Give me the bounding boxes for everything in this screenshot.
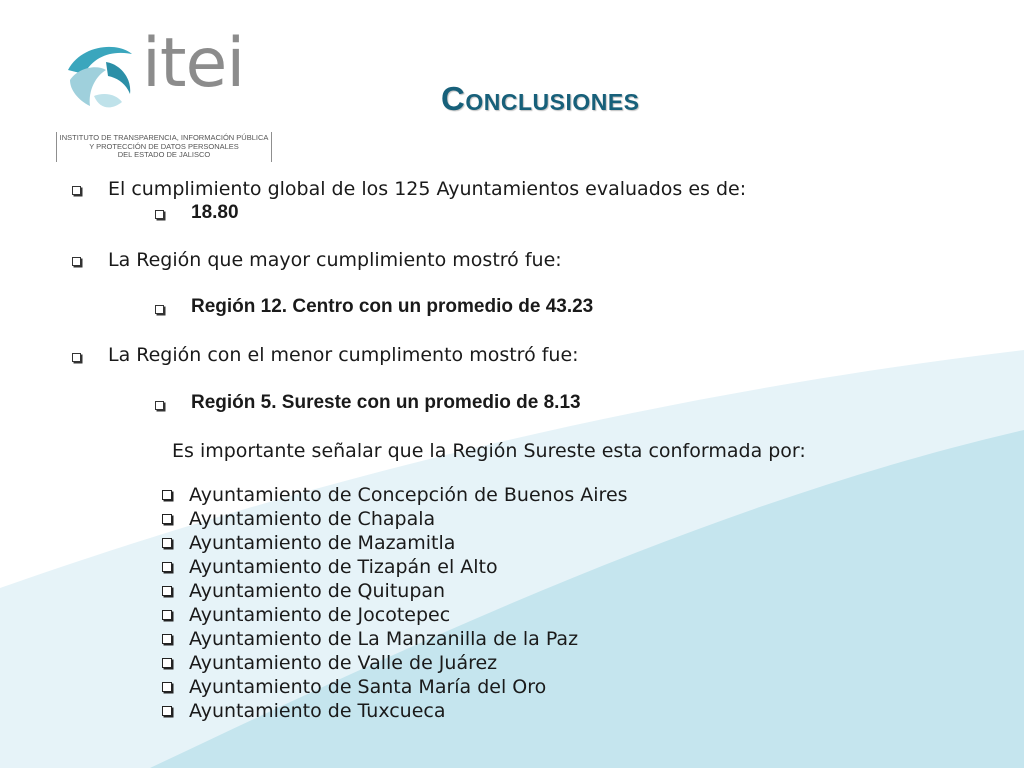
page-title: Conclusiones [441, 80, 640, 117]
global-compliance-label: El cumplimiento global de los 125 Ayuntamientos evaluados es de: [108, 178, 747, 200]
municipality-name: Ayuntamiento de Jocotepec [189, 604, 451, 626]
itei-logo [56, 24, 286, 166]
bullet-icon [155, 210, 164, 219]
municipality-name: Ayuntamiento de Tizapán el Alto [189, 556, 498, 578]
bullet-icon [162, 658, 172, 668]
municipality-name: Ayuntamiento de Quitupan [189, 580, 446, 602]
logo-caption-line: Y PROTECCIÓN DE DATOS PERSONALES [89, 141, 239, 151]
bullet-icon [162, 490, 172, 500]
min-region-label: La Región con el menor cumplimento mostró fue: [108, 344, 579, 366]
bullet-icon [155, 401, 164, 410]
logo-emblem-icon [60, 40, 140, 120]
logo-caption [56, 132, 272, 162]
bullet-icon [162, 538, 172, 548]
max-region-label: La Región que mayor cumplimiento mostró fue: [108, 249, 562, 271]
sureste-note: Es importante señalar que la Región Sureste esta conformada por: [172, 440, 806, 462]
min-region-value: Región 5. Sureste con un promedio de 8.13 [191, 392, 581, 413]
municipality-name: Ayuntamiento de Chapala [189, 508, 436, 530]
logo-caption-line: DEL ESTADO DE JALISCO [117, 150, 211, 160]
logo-wordmark: itei [142, 24, 245, 103]
bullet-icon [162, 610, 172, 620]
bullet-icon [162, 562, 172, 572]
municipality-name: Ayuntamiento de Mazamitla [189, 532, 456, 554]
bullet-icon [162, 706, 172, 716]
bullet-icon [155, 305, 164, 314]
municipality-name: Ayuntamiento de Concepción de Buenos Aires [189, 484, 628, 506]
bullet-icon [162, 682, 172, 692]
bullet-icon [162, 586, 172, 596]
bullet-icon [72, 257, 81, 266]
municipality-name: Ayuntamiento de Santa María del Oro [189, 676, 547, 698]
logo-caption-line: INSTITUTO DE TRANSPARENCIA, INFORMACIÓN PÚBLICA [59, 133, 269, 142]
bullet-icon [162, 634, 172, 644]
bullet-icon [162, 514, 172, 524]
municipality-name: Ayuntamiento de Valle de Juárez [189, 652, 498, 674]
max-region-value: Región 12. Centro con un promedio de 43.23 [191, 296, 594, 317]
bullet-icon [72, 353, 81, 362]
global-compliance-value: 18.80 [191, 202, 239, 223]
municipality-name: Ayuntamiento de La Manzanilla de la Paz [189, 628, 579, 650]
bullet-icon [72, 186, 81, 195]
municipality-name: Ayuntamiento de Tuxcueca [189, 700, 446, 722]
